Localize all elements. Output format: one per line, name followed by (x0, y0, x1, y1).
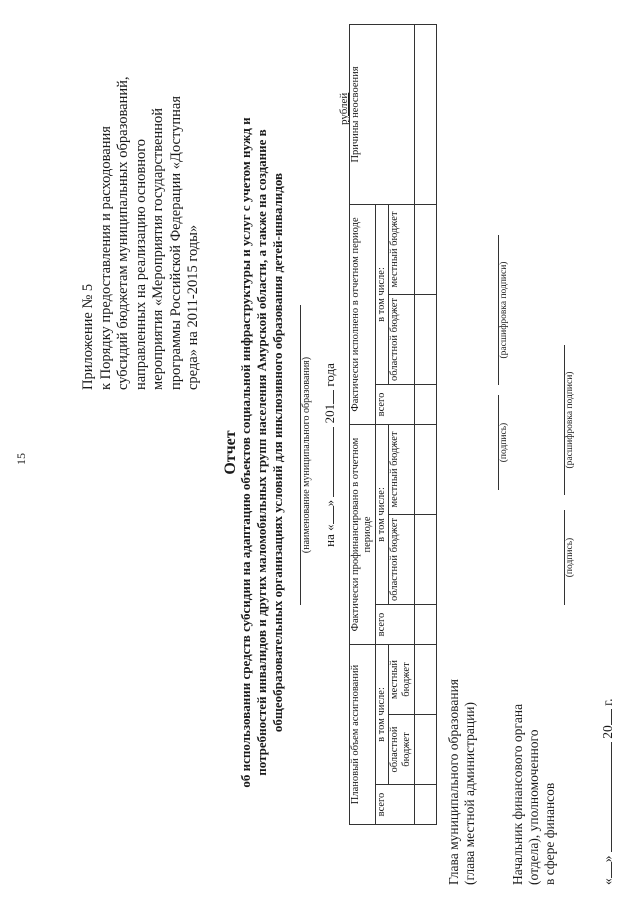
data-cell (415, 785, 437, 825)
date-year: 201 (322, 403, 337, 424)
bottom-date-year: 20 (600, 725, 615, 739)
report-table (349, 24, 437, 825)
currency-label: рублей (338, 92, 350, 125)
appendix-block (80, 25, 203, 390)
data-cell (415, 515, 437, 605)
head-signature-caption: (подпись) (499, 422, 509, 463)
financed-local: местный бюджет (389, 424, 415, 514)
header-financed: Фактически профинансировано в отчетном периоде (350, 424, 376, 644)
finance-decode-caption: (расшифровка подписи) (565, 371, 575, 469)
date-suffix: года (322, 363, 337, 387)
data-cell (415, 424, 437, 514)
finance-title-line: Начальник финансового органа (510, 703, 525, 885)
head-title-line: Глава муниципального образования (446, 678, 461, 885)
planned-total: всего (376, 785, 415, 825)
data-cell (415, 605, 437, 645)
date-prefix: на « (322, 524, 337, 547)
head-decode-caption: (расшифровка подписи) (499, 261, 509, 359)
executed-regional: областной бюджет (389, 294, 415, 384)
bottom-year-blank (611, 709, 612, 725)
appendix-line: к Порядку предоставления и расходования (97, 126, 114, 390)
executed-in-that: в том числе: (376, 204, 389, 384)
heading-line: общеобразовательных организациях условий для инклюзивного образования детей-инвалидов (270, 172, 285, 733)
report-date (322, 305, 338, 605)
signing-date (600, 698, 616, 885)
financed-regional: областной бюджет (389, 515, 415, 605)
municipality-caption: (наименование муниципального образования) (301, 356, 312, 554)
report-title: Отчет (222, 430, 239, 475)
financed-total: всего (376, 605, 415, 645)
day-blank (333, 506, 334, 524)
appendix-line: среда» на 2011-2015 годы» (185, 224, 201, 390)
data-cell (415, 204, 437, 294)
head-title-line: (глава местной администрации) (462, 701, 477, 885)
data-cell (415, 24, 437, 204)
header-reasons: Причины неосвоения (350, 24, 415, 204)
financed-in-that: в том числе: (376, 424, 389, 604)
date-middle: » (322, 499, 337, 507)
year-blank (333, 390, 334, 404)
data-cell (415, 645, 437, 715)
data-cell (415, 294, 437, 384)
finance-title-line: в сфере финансов (542, 782, 557, 885)
appendix-line: Приложение № 5 (80, 283, 96, 390)
heading-line: об использовании средств субсидии на адаптацию объектов социальной инфраструктуры и услуг с учетом нужд и (238, 117, 253, 788)
head-signatory (446, 679, 478, 885)
appendix-line: субсидий бюджетам муниципальных образований, (115, 76, 131, 390)
bottom-date-close: » (600, 855, 615, 863)
bottom-month-blank (611, 742, 612, 852)
header-planned: Плановый объем ассигнований (350, 645, 376, 825)
appendix-line: направленных на реализацию основного (132, 138, 149, 390)
data-cell (415, 715, 437, 785)
data-cell (415, 384, 437, 424)
month-blank (333, 427, 334, 497)
appendix-line: программы Российской Федерации «Доступная (167, 95, 184, 390)
finance-signatory (510, 704, 558, 885)
executed-local: местный бюджет (389, 204, 415, 294)
bottom-date-open: « (600, 878, 615, 885)
executed-total: всего (376, 384, 415, 424)
planned-local: местный бюджет (389, 645, 415, 715)
report-heading (238, 30, 286, 875)
bottom-day-blank (611, 862, 612, 878)
header-executed: Фактически исполнено в отчетном периоде (350, 204, 376, 424)
planned-in-that: в том числе: (376, 645, 389, 785)
heading-line: потребностей инвалидов и других маломобильных групп населения Амурской области, а также на создание в (254, 129, 269, 776)
appendix-line: мероприятия «Мероприятия государственной (150, 108, 166, 390)
page-number: 15 (14, 453, 28, 465)
finance-title-line: (отдела), уполномоченного (526, 729, 541, 885)
finance-signature-caption: (подпись) (565, 537, 575, 578)
planned-regional: областной бюджет (389, 715, 415, 785)
bottom-date-suffix: г. (600, 698, 615, 706)
